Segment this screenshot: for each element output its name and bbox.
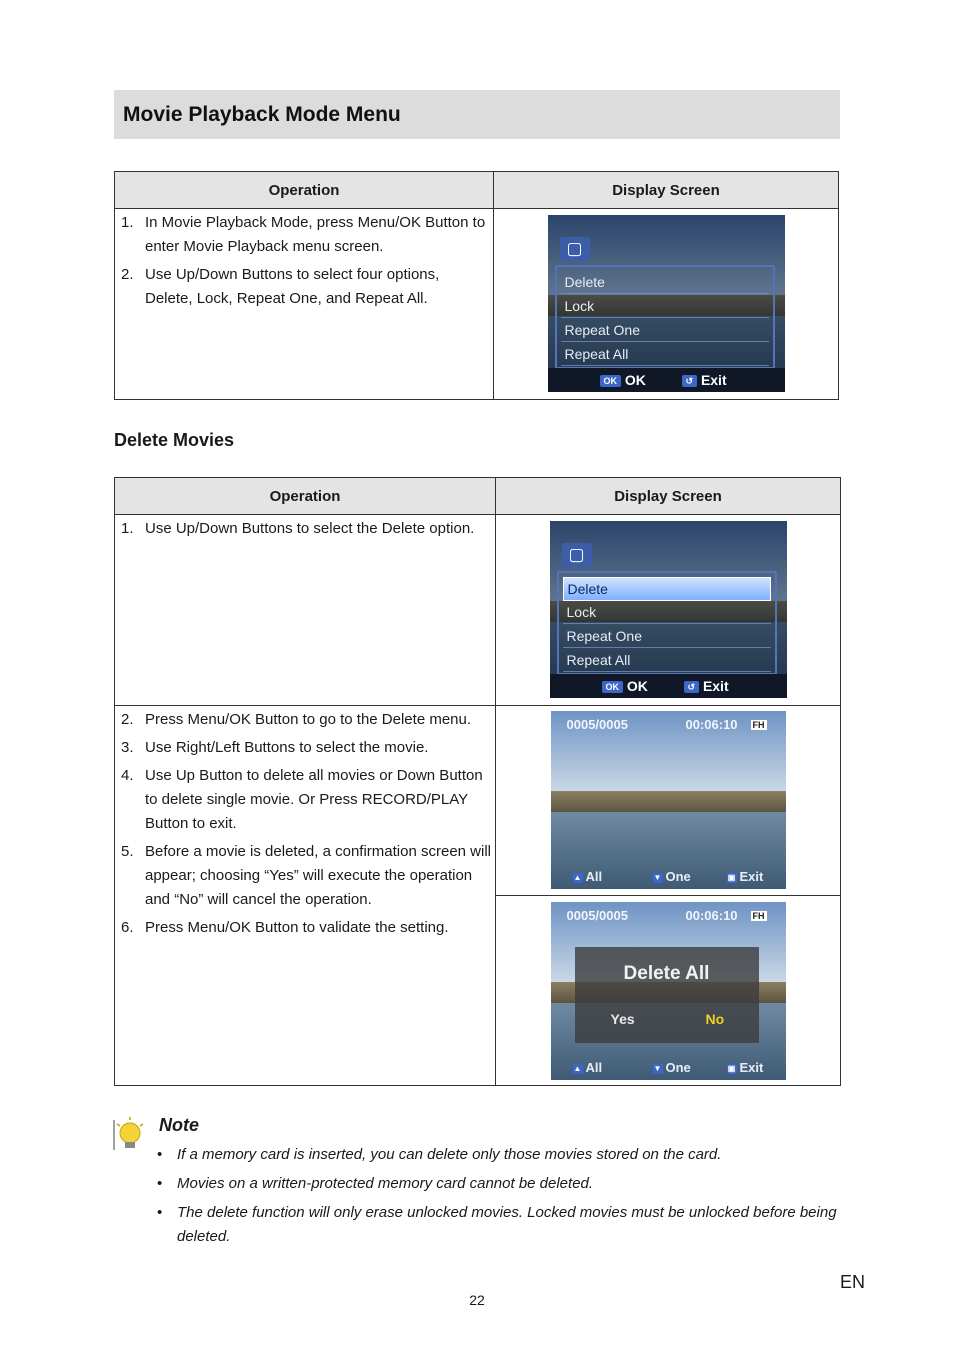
step-item: 1. Use Up/Down Buttons to select the Delete option. <box>121 520 475 537</box>
display-screen-cell <box>496 706 841 896</box>
page-title: Movie Playback Mode Menu <box>123 103 401 126</box>
return-key-icon: ↺ <box>682 375 698 387</box>
lightbulb-icon <box>112 1116 146 1152</box>
menu-bottom-bar: OK OK ↺ Exit <box>550 674 787 698</box>
menu-item-repeat-one: Repeat One <box>561 319 769 342</box>
down-arrow-icon: ▼ <box>653 1063 662 1073</box>
menu-item-repeat-all: Repeat All <box>561 343 769 366</box>
playback-menu-table <box>114 171 839 400</box>
menu-list <box>557 571 777 675</box>
file-counter: 0005/0005 <box>566 717 628 732</box>
quality-badge: FH <box>752 720 765 730</box>
step-item: 5. Before a movie is deleted, a confirmation screen will appear; choosing “Yes” will execute the operation and “No” will cancel the operation. <box>121 843 491 908</box>
step-list <box>115 708 491 940</box>
file-counter: 0005/0005 <box>566 908 628 923</box>
delete-menu-screen <box>550 521 787 698</box>
language-label: EN <box>840 1272 866 1292</box>
operation-header: Operation <box>115 478 496 515</box>
note-item: • Movies on a written-protected memory card cannot be deleted. <box>157 1175 594 1192</box>
display-screen-cell <box>496 896 841 1086</box>
display-screen-cell <box>494 209 839 400</box>
step-item: 6. Press Menu/OK Button to validate the setting. <box>121 919 449 936</box>
playback-action-bar: ▲ All ▼ One ▣ Exit <box>573 1060 764 1075</box>
menu-bottom-bar: OK OK ↺ Exit <box>548 368 785 392</box>
delete-confirm-screen <box>551 902 786 1080</box>
delete-confirm-dialog <box>575 947 759 1043</box>
menu-item-repeat-one: Repeat One <box>563 625 771 648</box>
operation-cell <box>115 706 496 1086</box>
delete-movies-heading: Delete Movies <box>114 430 235 450</box>
dialog-title: Delete All <box>623 963 710 984</box>
time-code: 00:06:10 <box>685 717 738 732</box>
ok-key-icon: OK <box>602 681 624 693</box>
menu-item-delete-selected: Delete <box>563 577 771 601</box>
note-item: • The delete function will only erase unlocked movies. Locked movies must be unlocked before being deleted. <box>157 1204 837 1245</box>
operation-cell <box>115 209 494 400</box>
step-item: 4. Use Up Button to delete all movies or Down Button to delete single movie. Or Press RECORD/PLAY Button to exit. <box>121 767 483 832</box>
step-item: 2. Use Up/Down Buttons to select four options, Delete, Lock, Repeat One, and Repeat All. <box>121 266 440 307</box>
step-item: 2. Press Menu/OK Button to go to the Delete menu. <box>121 711 472 728</box>
step-item: 3. Use Right/Left Buttons to select the movie. <box>121 739 429 756</box>
time-code: 00:06:10 <box>685 908 738 923</box>
operation-header: Operation <box>115 172 494 209</box>
display-screen-cell <box>496 515 841 706</box>
movie-camera-icon: ▢ <box>562 543 592 567</box>
quality-badge: FH <box>752 911 765 921</box>
section-title-bar <box>114 90 840 139</box>
display-screen-header: Display Screen <box>496 478 841 515</box>
playback-osd <box>551 717 786 735</box>
menu-item-lock: Lock <box>563 601 771 624</box>
up-arrow-icon: ▲ <box>573 1063 582 1073</box>
playback-action-bar: ▲ All ▼ One ▣ Exit <box>573 869 764 884</box>
menu-item-repeat-all: Repeat All <box>563 649 771 672</box>
operation-cell <box>115 515 496 706</box>
step-item: 1. In Movie Playback Mode, press Menu/OK Button to enter Movie Playback menu screen. <box>121 214 486 255</box>
return-key-icon: ↺ <box>684 681 700 693</box>
exit-icon: ▣ <box>727 872 736 882</box>
exit-icon: ▣ <box>727 1063 736 1073</box>
menu-screen <box>548 215 785 392</box>
menu-item-delete: Delete <box>561 271 769 294</box>
playback-osd <box>551 908 786 926</box>
up-arrow-icon: ▲ <box>573 872 582 882</box>
down-arrow-icon: ▼ <box>653 872 662 882</box>
note-title: Note <box>159 1115 199 1135</box>
yes-option: Yes <box>610 1011 635 1027</box>
step-list <box>115 517 491 541</box>
page-number: 22 <box>469 1292 485 1308</box>
no-option: No <box>705 1011 725 1027</box>
note-list <box>157 1143 847 1254</box>
menu-item-lock: Lock <box>561 295 769 318</box>
step-list <box>115 211 489 311</box>
playback-screen <box>551 711 786 889</box>
display-screen-header: Display Screen <box>494 172 839 209</box>
delete-movies-table <box>114 477 841 1086</box>
ok-key-icon: OK <box>600 375 622 387</box>
movie-camera-icon: ▢ <box>560 237 590 261</box>
menu-list <box>555 265 775 369</box>
note-item: • If a memory card is inserted, you can delete only those movies stored on the card. <box>157 1146 722 1163</box>
